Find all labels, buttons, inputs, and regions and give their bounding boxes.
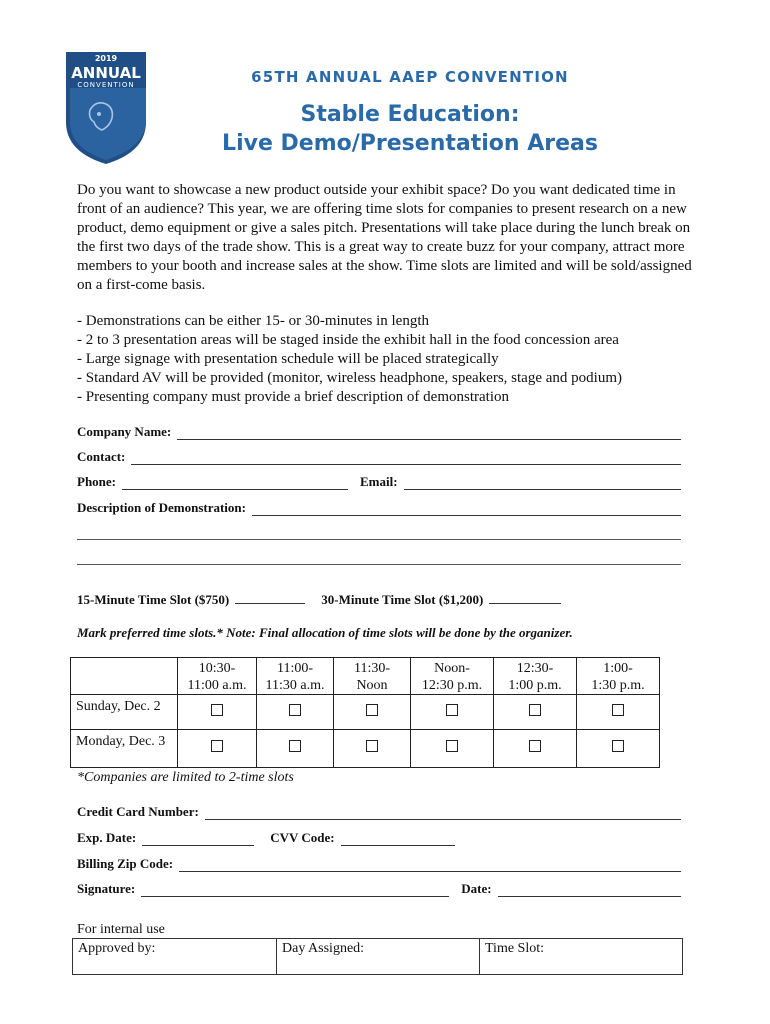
logo-word: ANNUAL (71, 64, 141, 82)
intro-paragraph: Do you want to showcase a new product outside your exhibit space? Do you want dedicated time in front of an audience? This year, we are offering time slots for companies to present research on a new product, demo equipment or give a sales pitch. Presentations will take place during the lunch break on the first two days of the trade show. This is a great way to create buzz for your company, attract more members to your booth and increase sales at the show. Time slots are limited and will be sold/assigned on a first-come basis. (77, 182, 692, 293)
slot-checkbox[interactable] (612, 740, 624, 752)
thirty-minute-label: 30-Minute Time Slot ($1,200) (321, 592, 484, 607)
schedule-table (70, 657, 660, 768)
time-header: 11:30- Noon (334, 658, 411, 695)
phone-label: Phone: (77, 474, 116, 489)
contact-label: Contact: (77, 449, 126, 464)
title-line-2: Live Demo/Presentation Areas (222, 131, 598, 156)
slot-checkbox[interactable] (366, 704, 378, 716)
slot-checkbox[interactable] (289, 704, 301, 716)
instruction-note: Mark preferred time slots.* Note: Final allocation of time slots will be done by the organizer. (77, 625, 573, 640)
card-number-field[interactable] (205, 807, 681, 820)
billing-zip-label: Billing Zip Code: (77, 856, 174, 871)
signature-label: Signature: (77, 881, 136, 896)
description-line-2[interactable] (77, 539, 681, 540)
logo-year: 2019 (94, 54, 118, 63)
card-number-row (77, 804, 681, 820)
time-header: 1:00- 1:30 p.m. (577, 658, 660, 695)
slot-checkbox[interactable] (529, 740, 541, 752)
exp-date-field[interactable] (142, 833, 254, 846)
day-label: Monday, Dec. 3 (71, 730, 178, 768)
table-row (71, 730, 660, 768)
requirements-list (77, 312, 697, 407)
list-item: - 2 to 3 presentation areas will be staged inside the exhibit hall in the food concession area (77, 332, 619, 348)
slot-checkbox[interactable] (211, 740, 223, 752)
day-label: Sunday, Dec. 2 (71, 695, 178, 730)
phone-field[interactable] (122, 477, 348, 490)
time-slot-label: Time Slot: (485, 941, 545, 956)
slot-checkbox[interactable] (289, 740, 301, 752)
page-title (0, 100, 770, 158)
convention-name: 65TH ANNUAL AAEP CONVENTION (251, 68, 569, 86)
logo-sub: CONVENTION (77, 81, 135, 89)
slot-checkbox[interactable] (529, 704, 541, 716)
signature-row (77, 881, 681, 897)
description-row (77, 500, 681, 516)
description-label: Description of Demonstration: (77, 500, 246, 515)
approved-by-cell[interactable] (73, 939, 277, 975)
exp-cvv-row (77, 830, 681, 846)
approved-by-label: Approved by: (78, 941, 156, 956)
cvv-label: CVV Code: (270, 830, 335, 845)
company-name-field[interactable] (177, 427, 681, 440)
contact-field[interactable] (131, 452, 681, 465)
time-header: Noon- 12:30 p.m. (411, 658, 494, 695)
title-line-1: Stable Education: (300, 102, 520, 127)
card-number-label: Credit Card Number: (77, 804, 199, 819)
date-field[interactable] (498, 884, 681, 897)
time-header: 12:30- 1:00 p.m. (494, 658, 577, 695)
time-header: 10:30- 11:00 a.m. (178, 658, 257, 695)
day-assigned-label: Day Assigned: (282, 941, 365, 956)
date-label: Date: (461, 881, 492, 896)
list-item: - Large signage with presentation schedule will be placed strategically (77, 351, 499, 367)
fifteen-minute-field[interactable] (235, 593, 305, 604)
time-slot-cell[interactable] (480, 939, 683, 975)
limit-note: *Companies are limited to 2-time slots (77, 770, 294, 785)
fifteen-minute-label: 15-Minute Time Slot ($750) (77, 592, 230, 607)
description-field[interactable] (252, 503, 681, 516)
slot-checkbox[interactable] (211, 704, 223, 716)
exp-date-label: Exp. Date: (77, 830, 137, 845)
list-item: - Presenting company must provide a brief description of demonstration (77, 389, 509, 405)
slot-checkbox[interactable] (612, 704, 624, 716)
signature-field[interactable] (141, 884, 449, 897)
email-field[interactable] (404, 477, 681, 490)
cvv-field[interactable] (341, 833, 455, 846)
time-slot-row (77, 592, 561, 608)
email-label: Email: (360, 474, 398, 489)
internal-use-table (72, 938, 683, 975)
list-item: - Standard AV will be provided (monitor, wireless headphone, speakers, stage and podium) (77, 370, 622, 386)
billing-zip-field[interactable] (179, 859, 681, 872)
list-item: - Demonstrations can be either 15- or 30-minutes in length (77, 313, 429, 329)
phone-email-row (77, 474, 681, 490)
time-header: 11:00- 11:30 a.m. (257, 658, 334, 695)
company-name-row (77, 424, 681, 440)
slot-checkbox[interactable] (446, 740, 458, 752)
corner-cell (71, 658, 178, 695)
billing-zip-row (77, 856, 681, 872)
slot-checkbox[interactable] (446, 704, 458, 716)
internal-use-label: For internal use (77, 922, 165, 937)
contact-row (77, 449, 681, 465)
slot-checkbox[interactable] (366, 740, 378, 752)
thirty-minute-field[interactable] (489, 593, 561, 604)
company-name-label: Company Name: (77, 424, 172, 439)
day-assigned-cell[interactable] (277, 939, 480, 975)
table-row (71, 695, 660, 730)
description-line-3[interactable] (77, 564, 681, 565)
